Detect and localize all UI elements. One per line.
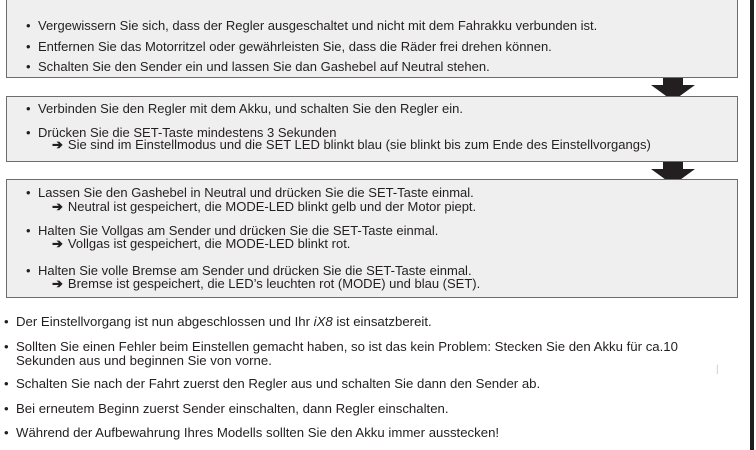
bullet: • bbox=[26, 223, 31, 238]
list-item: • Entfernen Sie das Motorritzel oder gewährleisten Sie, dass die Räder frei drehen können. bbox=[26, 39, 552, 54]
bullet: • bbox=[26, 125, 31, 140]
note-item: • Schalten Sie nach der Fahrt zuerst den Regler aus und schalten Sie dann den Sender ab. bbox=[4, 376, 541, 391]
arrow-right-icon: ➔ bbox=[52, 137, 63, 152]
result-line: ➔ Vollgas ist gespeichert, die MODE-LED blinkt rot. bbox=[52, 236, 351, 251]
bullet: • bbox=[26, 185, 31, 200]
list-item: • Lassen Sie den Gashebel in Neutral und drücken Sie die SET-Taste einmal. bbox=[26, 185, 474, 200]
list-item: • Halten Sie volle Bremse am Sender und drücken Sie die SET-Taste einmal. bbox=[26, 263, 472, 278]
note-item-continued: Sekunden aus und beginnen Sie von vorne. bbox=[16, 353, 272, 368]
bullet: • bbox=[4, 401, 9, 416]
result-line: ➔ Sie sind im Einstellmodus und die SET LED blinkt blau (sie blinkt bis zum Ende des Einstellvorgangs) bbox=[52, 137, 651, 152]
note-item: • Der Einstellvorgang ist nun abgeschlossen und Ihr iX8 ist einsatzbereit. bbox=[4, 314, 432, 329]
arrow-right-icon: ➔ bbox=[52, 199, 63, 214]
bullet: • bbox=[26, 263, 31, 278]
model-name: iX8 bbox=[313, 314, 333, 329]
note-item: • Während der Aufbewahrung Ihres Modells sollten Sie den Akku immer ausstecken! bbox=[4, 425, 500, 440]
bullet: • bbox=[4, 425, 9, 440]
bullet: • bbox=[4, 376, 9, 391]
list-item: • Drücken Sie die SET-Taste mindestens 3 Sekunden bbox=[26, 125, 337, 140]
page-mark: | bbox=[716, 364, 719, 375]
list-item: • Verbinden Sie den Regler mit dem Akku, und schalten Sie den Regler ein. bbox=[26, 101, 463, 116]
list-item: • Vergewissern Sie sich, dass der Regler ausgeschaltet und nicht mit dem Fahrakku verbunden ist. bbox=[26, 18, 598, 33]
note-item: • Sollten Sie einen Fehler beim Einstellen gemacht haben, so ist das kein Problem: Stecken Sie den Akku für ca.10 bbox=[4, 339, 678, 354]
result-line: ➔ Neutral ist gespeichert, die MODE-LED blinkt gelb und der Motor piept. bbox=[52, 199, 477, 214]
result-line: ➔ Bremse ist gespeichert, die LED’s leuchten rot (MODE) und blau (SET). bbox=[52, 276, 481, 291]
arrow-right-icon: ➔ bbox=[52, 236, 63, 251]
list-item: • Schalten Sie den Sender ein und lassen Sie dan Gashebel auf Neutral stehen. bbox=[26, 59, 490, 74]
list-item: • Halten Sie Vollgas am Sender und drücken Sie die SET-Taste einmal. bbox=[26, 223, 439, 238]
bullet: • bbox=[26, 18, 31, 33]
bullet: • bbox=[26, 101, 31, 116]
page-edge-rule bbox=[750, 0, 754, 450]
bullet: • bbox=[4, 339, 9, 354]
note-item: • Bei erneutem Beginn zuerst Sender einschalten, dann Regler einschalten. bbox=[4, 401, 449, 416]
bullet: • bbox=[4, 314, 9, 329]
bullet: • bbox=[26, 59, 31, 74]
arrow-right-icon: ➔ bbox=[52, 276, 63, 291]
bullet: • bbox=[26, 39, 31, 54]
